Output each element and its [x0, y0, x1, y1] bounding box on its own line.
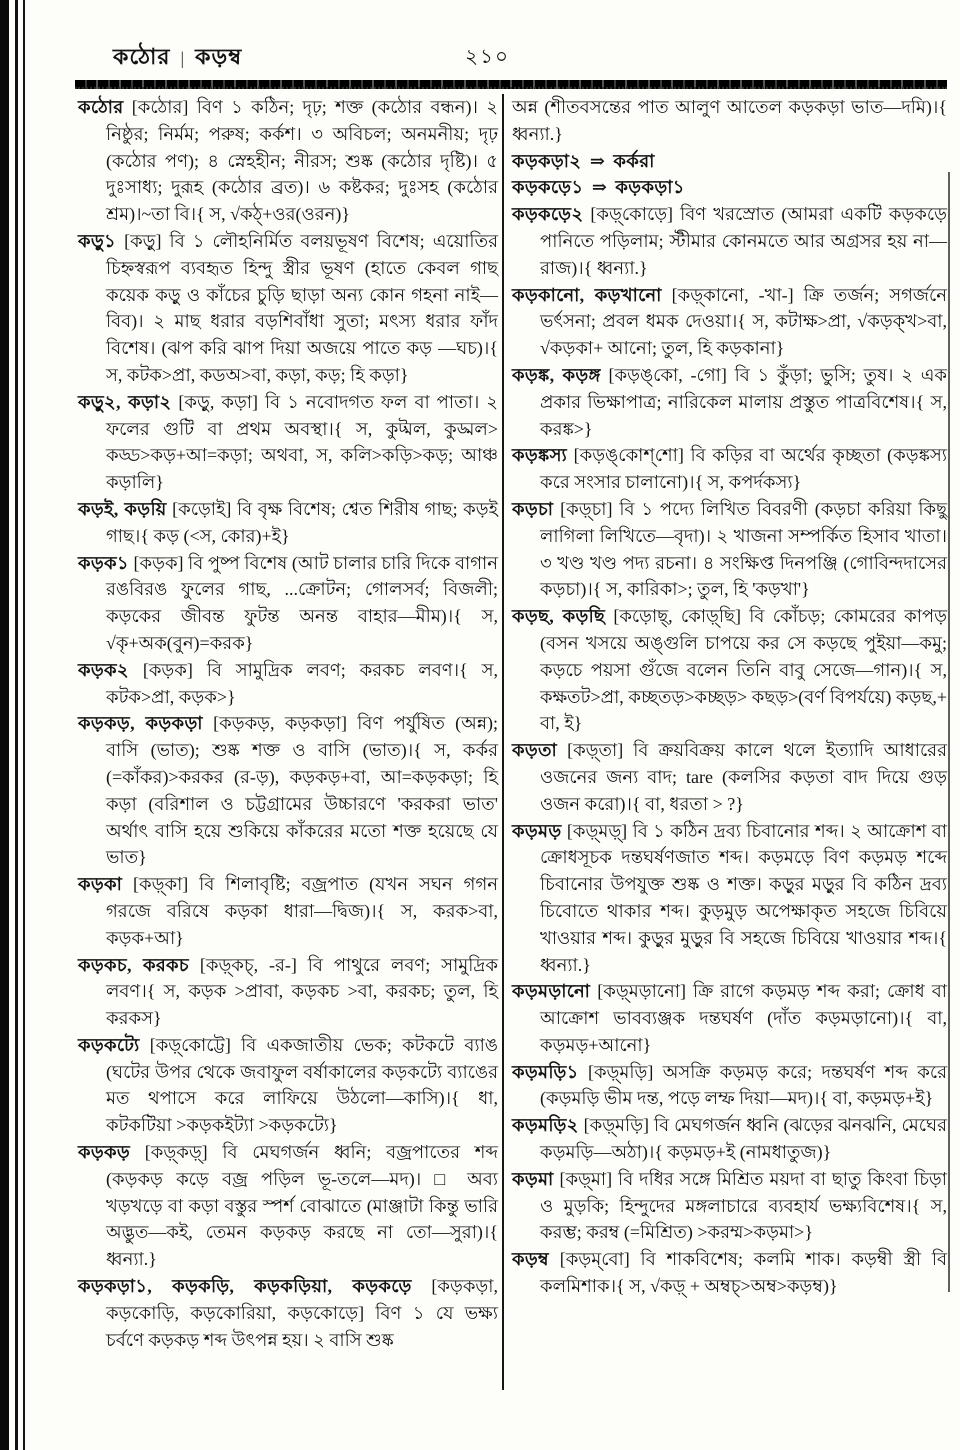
dictionary-entry [512, 174, 947, 201]
dictionary-entry [512, 362, 947, 442]
headword: কড়কট্যে [78, 1034, 140, 1055]
dictionary-entry [512, 496, 947, 603]
entry-body: [কড়কড়া, কড়কোড়ি, কড়কোরিয়া, কড়কোড়ে] বিণ ১ যে ভক্ষ্য চর্বণে কড়কড় শব্দ উৎপন্ন হয়। ২ বাসি শুষ্ক [106, 1276, 498, 1350]
entry-body: [কড়্‌কড়্] বি মেঘগর্জন ধ্বনি; বজ্রপাতের শব্দ (কড়কড় কড়ে বজ্র পড়িল ভূ-তলে—মদ)। □ অব্য খড়খড়ে বা কড়া বস্তুর স্পর্শ বোঝাতে (মাঞ্জাটা কিন্তু ভারি অদ্ভুত—কই, তেমন কড়কড় করছে না তো—সুরা)।{ ধ্বন্যা.} [106, 1142, 498, 1270]
entry-body: [কড়্‌কোড়ে] বিণ খরস্রোত (আমরা একটি কড়কড়ে পানিতে পড়িলাম; স্টীমার কোনমতে আর অগ্রসর হয় না—রাজ)।{ ধ্বন্যা.} [540, 204, 947, 278]
guide-word-left: কঠোর [113, 44, 171, 69]
headword: কড়ক২ [78, 659, 129, 680]
dictionary-entry [78, 228, 498, 389]
dictionary-entry [78, 1032, 498, 1139]
scan-gutter-bar [0, 0, 9, 1450]
entry-body: [কড়োছ্, কোড়্‌ছি] বি কোঁচড়; কোমরের কাপড় (বসন খসয়ে অঙ্গুলি চাপয়ে কর সে কড়ছে পুইয়া—কমু; কড়চে পয়সা গুঁজে বলেন তিনি বাবু সেজে—গান)।{ স, কক্ষতট>প্রা, কচ্ছতড়>কচ্ছড়> কছড়>(বর্ণ বিপর্যয়ে) কড়ছ,+ বা, ই} [540, 606, 947, 734]
dictionary-entry [78, 952, 498, 1032]
dictionary-entry [512, 1112, 947, 1166]
scan-edge-line [15, 0, 18, 1450]
headword: কড়ক১ [78, 552, 129, 573]
entry-body: [কড়্‌কা] বি শিলাবৃষ্টি; বজ্রপাত (যখন সঘন গগন গরজে বরিষে কড়কা ধারা—দ্বিজ)।{ স, করক>বা, কড়ক+আ} [106, 874, 498, 948]
guide-separator: | [180, 48, 186, 68]
dictionary-entry [512, 1166, 947, 1246]
headword: কড়কানো, কড়খানো [512, 284, 662, 305]
dictionary-entry [512, 737, 947, 817]
dictionary-columns [78, 94, 947, 1424]
headword: কড়কড়, কড়কড়া [78, 713, 203, 734]
headword: কড়ই, কড়য়ি [78, 498, 167, 519]
entry-body: [কড়কড়, কড়কড়া] বিণ পর্যুষিত (অন্ন); বাসি (ভাত); শুষ্ক শক্ত ও বাসি (ভাত)।{ স, কর্কর (=কাঁকর)>করকর (র-ড়), কড়কড়+বা, আ=কড়কড়া; হি কড়া (বরিশাল ও চট্টগ্রামের উচ্চারণে 'করকরা ভাত' অর্থাৎ বাসি হয়ে শুকিয়ে কাঁকরের মতো শক্ত হয়েছে যে ভাত} [106, 713, 498, 868]
entry-body: [কড়্‌মড়্] বি ১ কঠিন দ্রব্য চিবানোর শব্দ। ২ আক্রোশ বা ক্রোধসূচক দন্তঘর্ষণজাত শব্দ। কড়মড়ে বিণ কড়মড় শব্দে চিবানোর উপযুক্ত শুষ্ক ও শক্ত। কড়ুর মড়ুর বি কঠিন দ্রব্য চিবোতে থাকার শব্দ। কুড়মুড় অপেক্ষাকৃত সহজে চিবিয়ে খাওয়ার শব্দ। কুড়ুর মুড়ুর বি সহজে চিবিয়ে খাওয়ার শব্দ।{ ধ্বন্যা.} [540, 820, 947, 975]
dictionary-entry [78, 389, 498, 496]
headword: কড়ু১ [78, 230, 117, 251]
scan-edge-line [23, 0, 25, 1450]
guide-words [113, 40, 242, 77]
entry-body: [কড়্‌কচ্, -র-] বি পাথুরে লবণ; সামুদ্রিক লবণ।{ স, কড়ক >প্রাবা, কড়কচ >বা, করকচ; তুল, হি করকস} [106, 954, 498, 1029]
cross-reference-arrow: ⇒ [587, 177, 612, 198]
entry-body: [কড়্‌কোট্টে] বি একজাতীয় ভেক; কটকটে ব্যাঙ (ঘটের উপর থেকে জবাফুল বর্ষাকালের কড়কট্যে ব্যাঙের মত থপাসে করে লাফিয়ে উঠলো—কাসি)।{ ধা, কটকটিয়া >কড়কইট্যা >কড়কট্যে} [106, 1034, 498, 1136]
entry-body: [কড়্‌তা] বি ক্রয়বিক্রয় কালে থলে ইত্যাদি আধারের ওজনের জন্য বাদ; tare (কলসির কড়তা বাদ দিয়ে গুড় ওজন করো)।{ বা, ধরতা > ?} [540, 740, 947, 814]
column-left [78, 94, 498, 1353]
dictionary-entry [512, 282, 947, 362]
entry-body: [কড়ঙ্‌কো, -গো] বি ১ কুঁড়া; ভুসি; তুষ। ২ এক প্রকার ভিক্ষাপাত্র; নারিকেল মালায় প্রস্তুত পাত্রবিশেষ।{ স, করঙ্ক>} [540, 364, 947, 439]
headword: কড়কড়া২ [512, 150, 582, 171]
headword: কড়কড় [78, 1142, 131, 1163]
entry-body: [কড়্‌মড়ি] বি মেঘগর্জন ধ্বনি (ঝড়ের ঝনঝনি, মেঘের কড়মড়ি—অঠা)।{ কড়মড়+ই (নামধাতুজ)} [540, 1115, 947, 1163]
headword: কড়মা [512, 1168, 554, 1189]
headword: কড়ঙ্কস্য [512, 445, 568, 466]
headword: কড়ম্ব [512, 1249, 549, 1270]
dictionary-entry [512, 1246, 947, 1300]
entry-body: [কড়োই] বি বৃক্ষ বিশেষ; শ্বেত শিরীষ গাছ; কড়ই গাছ।{ কড় (<স, কোর)+ই} [106, 498, 498, 546]
entry-body: [কড়্‌চা] বি ১ পদ্যে লিখিত বিবরণী (কড়চা করিয়া কিছু লাগিলা লিখিতে—বৃদা)। ২ খাজনা সম্পর্কিত হিসাব খাতা। ৩ খণ্ড খণ্ড পদ্য রচনা। ৪ সংক্ষিপ্ত দিনপঞ্জি (গোবিন্দদাসের কড়চা)।{ স, কারিকা>; তুল, হি 'কড়খা'} [540, 498, 947, 600]
column-divider [502, 94, 504, 1390]
guide-word-right: কড়ম্ব [195, 44, 243, 69]
column-right [506, 94, 947, 1300]
dictionary-entry [512, 442, 947, 496]
headword: কড়মড়ি১ [512, 1061, 579, 1082]
headword: কড়কড়ে১ [512, 177, 584, 198]
headword: কড়ু২, কড়া২ [78, 391, 172, 412]
dictionary-entry [512, 201, 947, 281]
entry-body: অন্ন (শীতবসন্তের পাত আলুণ আতেল কড়কড়া ভাত—দমি)।{ ধ্বন্যা.} [512, 97, 947, 144]
entry-body: [কঠোর] বিণ ১ কঠিন; দৃঢ়; শক্ত (কঠোর বন্ধন)। ২ নিষ্ঠুর; নির্মম; পরুষ; কর্কশ। ৩ অবিচল; অনমনীয়; দৃঢ় (কঠোর পণ); ৪ স্নেহহীন; নীরস; শুষ্ক (কঠোর দৃষ্টি)। ৫ দুঃসাধ্য; দুরূহ (কঠোর ব্রত)। ৬ কষ্টকর; দুঃসহ (কঠোর শ্রম)।~তা বি।{ স, √কঠ্+ওর(ওরন)} [106, 97, 498, 225]
entry-body: [কড়্‌মড়ানো] ক্রি রাগে কড়মড় শব্দ করা; ক্রোধ বা আক্রোশ ভাবব্যঞ্জক দন্তঘর্ষণ (দাঁত কড়মড়ানো)।{ বা, কড়মড়+আনো} [540, 981, 947, 1055]
cross-reference-arrow: ⇒ [585, 150, 610, 171]
dictionary-entry [512, 148, 947, 175]
entry-body: [কড়ক] বি পুষ্প বিশেষ (আট চালার চারি দিকে বাগান রঙবিরঙ ফুলের গাছ, ...ক্রোটন; গোলসর্ব; বিজলী; কড়কের জীবন্ত ফুটন্ত অনন্ত বাহার—মীম)।{ স, √কৃ+অক(বুন)=করক} [106, 552, 498, 653]
entry-body: [কড়্‌কানো, -খা-] ক্রি তর্জন; সগর্জনে ভর্ৎসনা; প্রবল ধমক দেওয়া।{ স, কটাক্ষ>প্রা, √কড়ক্খ>বা, √কড়কা+ আনো; তুল, হি কড়কানা} [540, 284, 948, 359]
dictionary-entry [78, 710, 498, 871]
headword: কড়তা [512, 740, 558, 761]
dictionary-entry [78, 94, 498, 228]
entry-body: [কড়ু, কড়া] বি ১ নবোদগত ফল বা পাতা। ২ ফলের গুটি বা প্রথম অবস্থা।{ স, কুট্মল, কুড্মল> কড্ড>কড়+আ=কড়া; অথবা, স, কলি>কড়ি>কড়; আঞ্চ কড়ালি} [106, 391, 498, 493]
headword: কড়কড়ে২ [512, 204, 584, 225]
entry-body: [কড়ম্‌বো] বি শাকবিশেষ; কলমি শাক। কড়ম্বী স্ত্রী বি কলমিশাক।{ স, √কড়্ + অম্বচ্>অম্ব>কড়ম্ব)} [540, 1249, 947, 1297]
entry-body: [কড়ঙ্‌কোশ্‌শো] বি কড়ির বা অর্থের কৃচ্ছতা (কড়ঙ্কস্য করে সংসার চালানো)।{ স, কপর্দকস্য} [540, 445, 947, 493]
headword: কড়চা [512, 498, 554, 519]
entry-body: [কড়্‌মা] বি দধির সঙ্গে মিশ্রিত ময়দা বা ছাতু কিংবা চিড়া ও মুড়কি; হিন্দুদের মঙ্গলাচারে ব্যবহার্য ভক্ষ্যবিশেষ।{ স, করম্ভ; করম্ব (=মিশ্রিত) >করম্ম>কড়মা>} [540, 1168, 947, 1243]
dictionary-entry [78, 1273, 498, 1353]
dictionary-entry [512, 818, 947, 979]
reference-word: কড়কড়া১ [615, 177, 685, 198]
headword: কড়মড় [512, 820, 562, 841]
headword: কড়কড়া১, কড়কড়ি, কড়কড়িয়া, কড়কড়ে [78, 1276, 412, 1297]
dictionary-entry [78, 550, 498, 657]
entry-body: [কড়্‌মড়ি] অসক্রি কড়মড় করে; দন্তঘর্ষণ শব্দ করে (কড়মড়ি ভীম দন্ত, পড়ে লম্ফ দিয়া—মদ)।{ বা, কড়মড়+ই} [540, 1061, 947, 1109]
reference-word: কর্করা [613, 150, 655, 171]
dictionary-entry [512, 94, 947, 148]
headword: কড়ছ, কড়ছি [512, 606, 606, 627]
page-header [75, 40, 945, 74]
dictionary-entry [512, 1059, 947, 1113]
headword: কড়কা [78, 874, 123, 895]
page-edge-line [948, 172, 950, 1292]
entry-body: [কড়ু] বি ১ লৌহনির্মিত বলয়ভূষণ বিশেষ; এয়োতির চিহ্নস্বরূপ ব্যবহৃত হিন্দু স্ত্রীর ভূষণ (হাতে কেবল গাছ কয়েক কড়ু ও কাঁচের চুড়ি ছাড়া অন্য কোন গহনা নাই—বিব)। ২ মাছ ধরার বড়শিবাঁধা সুতা; মৎস্য ধরার ফাঁদ বিশেষ। (ঝপ করি ঝাপ দিয়া অজয়ে পাতে কড় —ঘচ)।{ স, কটক>প্রা, কডঅ>বা, কড়া, কড়; হি কড়া} [106, 230, 498, 385]
dictionary-entry [512, 978, 947, 1058]
headword: কড়মড়ানো [512, 981, 591, 1002]
header-rule [75, 80, 947, 89]
page-number: ২১০ [465, 46, 510, 68]
dictionary-entry [78, 496, 498, 550]
dictionary-entry [78, 1139, 498, 1273]
entry-body: [কড়ক] বি সামুদ্রিক লবণ; করকচ লবণ।{ স, কটক>প্রা, কড়ক>} [106, 659, 498, 707]
dictionary-entry [78, 657, 498, 711]
dictionary-entry [512, 603, 947, 737]
dictionary-entry [78, 871, 498, 951]
headword: কড়ঙ্ক, কড়ঙ্গ [512, 364, 601, 385]
headword: কঠোর [78, 97, 124, 117]
headword: কড়মড়ি২ [512, 1115, 579, 1136]
headword: কড়কচ, করকচ [78, 954, 189, 975]
